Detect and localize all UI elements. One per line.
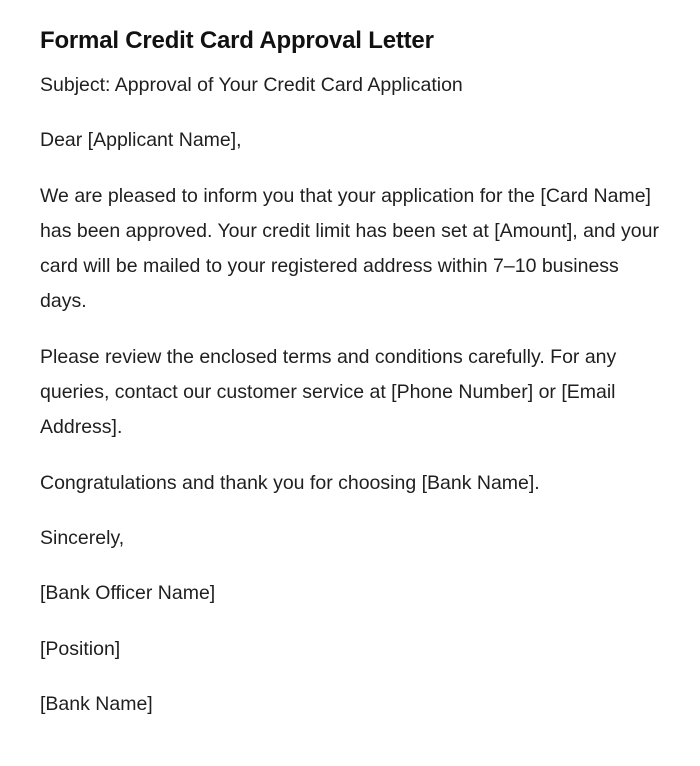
letter-document bbox=[40, 24, 660, 742]
letter-title: Formal Credit Card Approval Letter bbox=[40, 27, 434, 54]
letter-subject: Subject: Approval of Your Credit Card Application bbox=[40, 74, 463, 96]
letter-salutation: Dear [Applicant Name], bbox=[40, 129, 242, 152]
signer-bank: [Bank Name] bbox=[40, 692, 153, 715]
letter-body-approval: We are pleased to inform you that your application for the [Card Name] has been approved. Your credit limit has been set at [Amount], and your card will be mailed to your registered address within 7–10 business days. bbox=[40, 184, 659, 313]
signer-name: [Bank Officer Name] bbox=[40, 582, 216, 605]
letter-closing: Sincerely, bbox=[40, 526, 125, 549]
letter-body-terms: Please review the enclosed terms and conditions carefully. For any queries, contact our customer service at [Phone Number] or [Email Address]. bbox=[40, 345, 617, 439]
letter-body-thanks: Congratulations and thank you for choosing [Bank Name]. bbox=[40, 471, 540, 494]
signer-position: [Position] bbox=[40, 637, 121, 660]
